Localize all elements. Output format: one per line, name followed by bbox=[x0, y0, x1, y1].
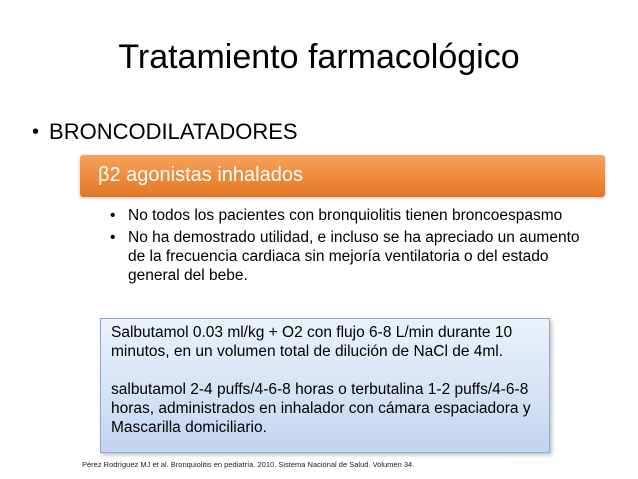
section-header-bar bbox=[80, 155, 605, 197]
main-bullet bbox=[32, 119, 298, 145]
bullet-icon: • bbox=[110, 207, 116, 224]
sub-bullet-text: No todos los pacientes con bronquiolitis tienen broncoespasmo bbox=[128, 207, 563, 224]
dosage-paragraph: Salbutamol 0.03 ml/kg + O2 con flujo 6-8 L/min durante 10 minutos, en un volumen total de dilución de NaCl de 4ml. bbox=[111, 324, 513, 360]
footnote-reference: Pérez Rodríguez MJ et al. Bronquiolitis en pediatría. 2010. Sistema Nacional de Salud. Volumen 34. bbox=[82, 460, 415, 469]
dosage-paragraph: salbutamol 2-4 puffs/4-6-8 horas o terbutalina 1-2 puffs/4-6-8 horas, administrados en inhalador con cámara espaciadora y Mascarilla domiciliario. bbox=[111, 381, 531, 436]
sub-bullet-text: No ha demostrado utilidad, e incluso se ha apreciado un aumento de la frecuencia cardiaca sin mejoría ventilatoria o del estado general del bebe. bbox=[128, 229, 580, 284]
bullet-icon: • bbox=[110, 229, 116, 246]
sub-bullet-list bbox=[110, 206, 590, 288]
dosage-box bbox=[100, 318, 550, 453]
slide-title: Tratamiento farmacológico bbox=[118, 38, 520, 76]
bullet-icon: • bbox=[32, 120, 40, 143]
list-item bbox=[110, 206, 590, 225]
main-bullet-text: BRONCODILATADORES bbox=[49, 119, 298, 144]
list-item bbox=[110, 228, 590, 285]
section-header-text: β2 agonistas inhalados bbox=[98, 164, 303, 186]
